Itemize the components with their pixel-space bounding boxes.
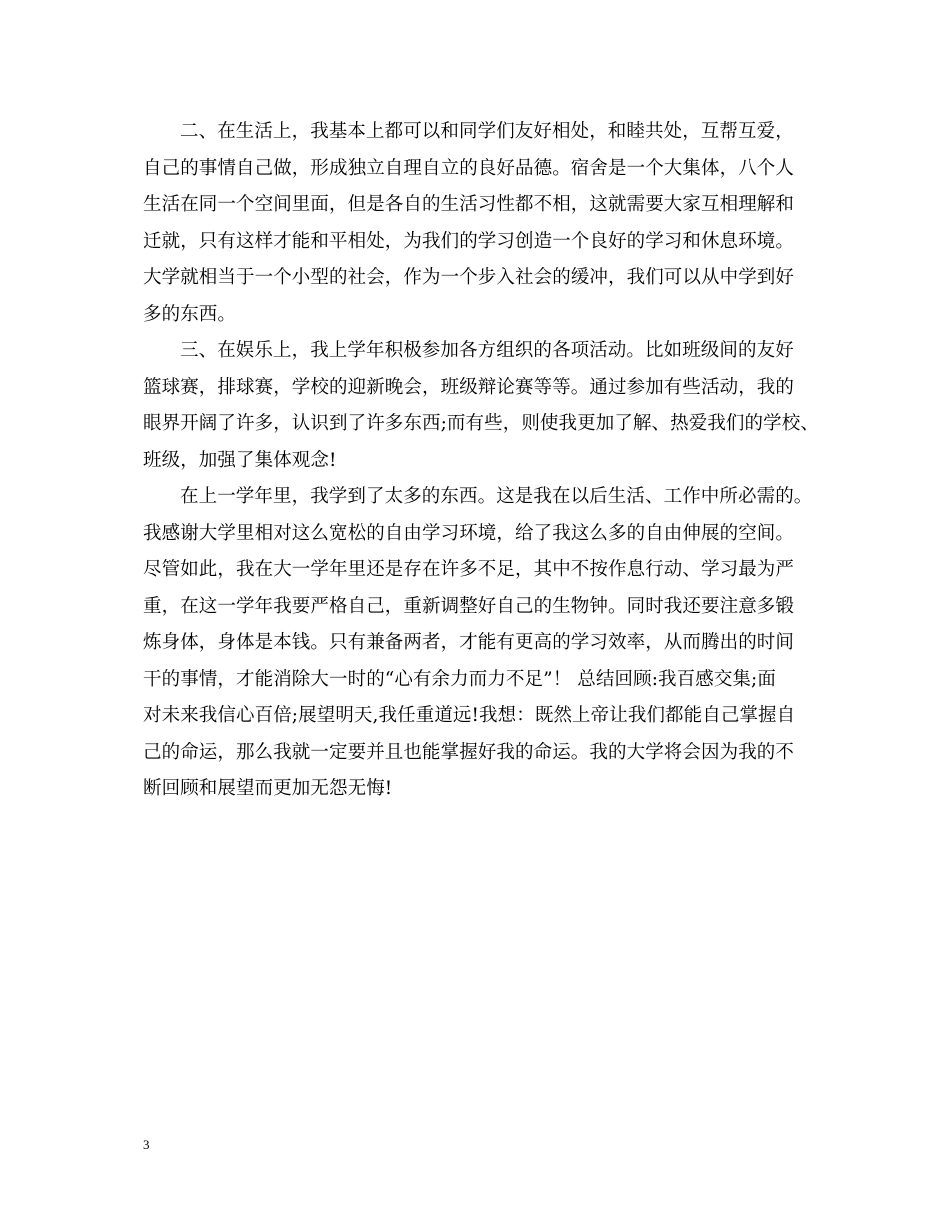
paragraph-4-line: 己的命运，那么我就一定要并且也能掌握好我的命运。我的大学将会因为我的不 (143, 741, 795, 763)
body-text (143, 114, 823, 808)
paragraph-4-line: 炼身体，身体是本钱。只有兼备两者，才能有更高的学习效率，从而腾出的时间 (143, 632, 795, 653)
paragraph-2-line: 迁就，只有这样才能和平相处，为我们的学习创造一个良好的学习和休息环境。 (143, 230, 795, 252)
paragraph-2-line: 自己的事情自己做，形成独立自理自立的良好品德。宿舍是一个大集体，八个人 (143, 157, 795, 179)
paragraph-3-line: 眼界开阔了许多，认识到了许多东西;而有些，则使我更加了解、热爱我们的学校、 (143, 413, 819, 434)
paragraph-3-line: 三、在娱乐上，我上学年积极参加各方组织的各项活动。比如班级间的友好 (180, 340, 794, 361)
page-number: 3 (143, 1137, 150, 1152)
paragraph-2-line: 大学就相当于一个小型的社会，作为一个步入社会的缓冲，我们可以从中学到好 (143, 267, 795, 288)
paragraph-4-line: 干的事情，才能消除大一时的“心有余力而力不足”！ 总结回顾:我百感交集;面 (143, 668, 776, 690)
paragraph-4-line: 尽管如此，我在大一学年里还是存在许多不足，其中不按作息行动、学习最为严 (143, 559, 795, 580)
paragraph-4-line: 我感谢大学里相对这么宽松的自由学习环境，给了我这么多的自由伸展的空间。 (143, 522, 795, 544)
paragraph-4-line: 断回顾和展望而更加无怨无悔! (143, 778, 393, 799)
paragraph-4-line: 在上一学年里，我学到了太多的东西。这是我在以后生活、工作中所必需的。 (180, 486, 813, 507)
paragraph-3-line: 班级，加强了集体观念! (143, 449, 337, 471)
paragraph-3-line: 篮球赛，排球赛，学校的迎新晚会，班级辩论赛等等。通过参加有些活动，我的 (143, 376, 795, 398)
paragraph-4-line: 重，在这一学年我要严格自己，重新调整好自己的生物钟。同时我还要注意多锻 (143, 595, 795, 617)
paragraph-2-line: 生活在同一个空间里面，但是各自的生活习性都不相，这就需要大家互相理解和 (143, 194, 795, 215)
paragraph-2-line: 二、在生活上，我基本上都可以和同学们友好相处，和睦共处，互帮互爱， (180, 121, 794, 142)
paragraph-2-line: 多的东西。 (143, 303, 237, 325)
paragraph-4-line: 对未来我信心百倍;展望明天,我任重道远!我想：既然上帝让我们都能自己掌握自 (143, 705, 796, 726)
